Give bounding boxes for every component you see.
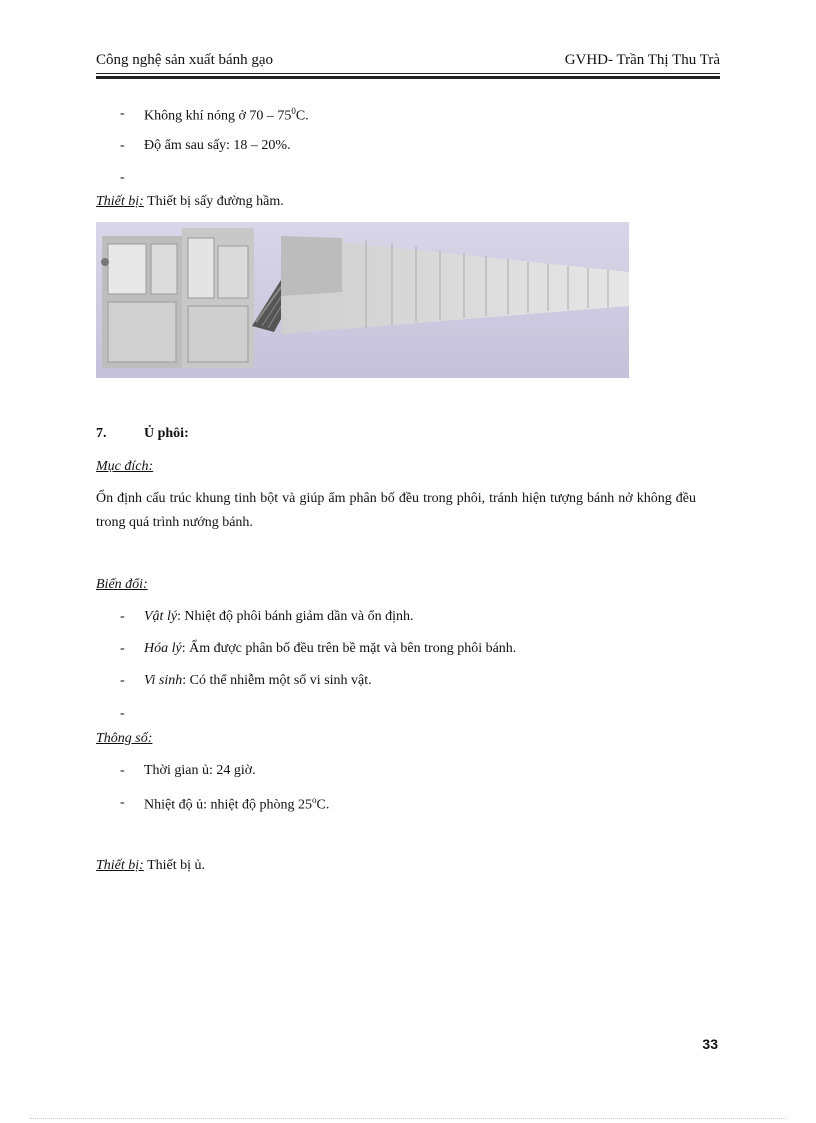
drying-air-temp: Không khí nóng ở $70 - 75^0C$. bbox=[144, 106, 309, 124]
change-physicochemical: Hóa lý: Ẩm được phân bố đều trên bề mặt và bên trong phôi bánh. bbox=[144, 641, 517, 656]
purpose-paragraph: Ổn định cấu trúc khung tinh bột và giúp ẩm phân bố đều trong phôi, tránh hiện tượng bánh nở không đều trong quá trình nướng bánh. bbox=[96, 491, 696, 530]
page-number: 33 bbox=[702, 1036, 718, 1052]
header-rule-thick bbox=[96, 76, 720, 79]
list-dash: - bbox=[120, 763, 125, 778]
list-dash: - bbox=[120, 609, 125, 624]
param-temperature: Nhiệt độ ủ: nhiệt độ phòng 25$^o$C. bbox=[144, 795, 330, 813]
tunnel-dryer-image bbox=[96, 222, 629, 378]
list-dash: - bbox=[120, 795, 125, 810]
purpose-heading: Mục đích: bbox=[96, 459, 154, 474]
parameters-heading: Thông số: bbox=[96, 731, 153, 746]
header-instructor: GVHD- Trần Thị Thu Trà bbox=[564, 52, 720, 68]
change-microbial: Vi sinh: Có thể nhiễm một số vi sinh vật. bbox=[144, 673, 372, 688]
list-dash: - bbox=[120, 706, 125, 721]
footer-divider bbox=[30, 1118, 786, 1119]
list-dash: - bbox=[120, 641, 125, 656]
header-course-title: Công nghệ sản xuất bánh gạo bbox=[96, 52, 274, 68]
list-dash: - bbox=[120, 106, 125, 121]
drying-moisture: Độ ẩm sau sấy: 18 – 20%. bbox=[144, 138, 291, 153]
section-title: Ủ phôi: bbox=[144, 426, 189, 441]
section-number: 7. bbox=[96, 426, 107, 441]
list-dash: - bbox=[120, 673, 125, 688]
list-dash: - bbox=[120, 138, 125, 153]
change-physical: Vật lý: Nhiệt độ phôi bánh giảm dần và ổn định. bbox=[144, 609, 414, 624]
header-rule bbox=[96, 73, 720, 74]
incubation-equipment: Thiết bị: Thiết bị ủ. bbox=[96, 858, 206, 873]
list-dash: - bbox=[120, 170, 125, 185]
param-time: Thời gian ủ: 24 giờ. bbox=[144, 763, 256, 778]
changes-heading: Biến đổi: bbox=[96, 577, 148, 592]
drying-equipment: Thiết bị: Thiết bị sấy đường hầm. bbox=[96, 194, 284, 209]
